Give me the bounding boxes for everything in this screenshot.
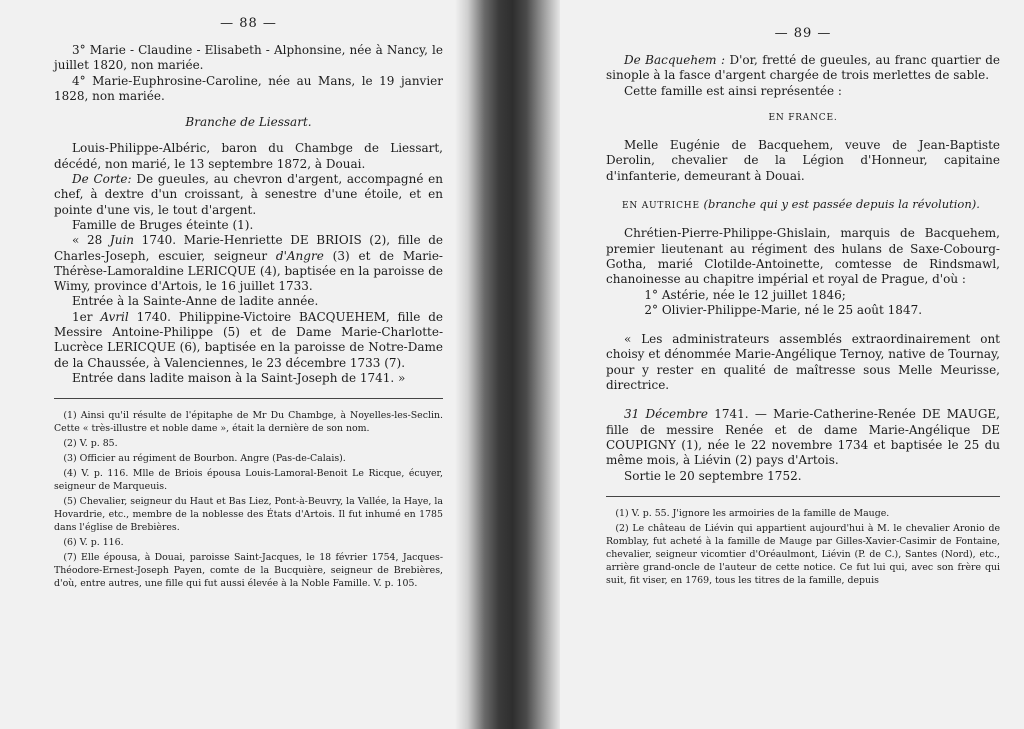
paragraph: Sortie le 20 septembre 1752. xyxy=(624,468,802,483)
footnotes xyxy=(54,409,443,590)
footnote-rule xyxy=(54,398,443,399)
list-item: 2° Olivier-Philippe-Marie, né le 25 août 1847. xyxy=(644,302,923,317)
paragraph xyxy=(54,310,443,371)
paragraph xyxy=(606,407,1000,468)
paragraph: 4° Marie-Euphrosine-Caroline, née au Mans, le 19 janvier 1828, non mariée. xyxy=(54,73,443,103)
paragraph: Entrée à la Sainte-Anne de ladite année. xyxy=(72,294,319,309)
body-text xyxy=(606,53,1000,484)
arms-label: De Bacquehem : xyxy=(624,53,726,67)
page-number: — 89 — xyxy=(774,26,832,41)
footnotes xyxy=(606,507,1000,587)
place: d'Angre xyxy=(275,248,324,263)
entry-text: (3) et de Marie-Thérèse-Lamoraldine LERICQUE (4), baptisée en la paroisse de Wimy, province d'Artois, le 16 juillet 1733. xyxy=(54,248,443,294)
section-heading-france: EN FRANCE. xyxy=(768,112,838,123)
arms-label: De Corte: xyxy=(72,172,132,187)
footnote-rule xyxy=(606,496,1000,497)
month: Juin xyxy=(109,233,135,248)
paragraph: Famille de Bruges éteinte (1). xyxy=(72,217,254,232)
footnote: (2) Le château de Liévin qui appartient aujourd'hui à M. le chevalier Aronio de Romblay, fut acheté à la famille de Mauge par Gilles-Xavier-Casimir de Fontaine, chevalier, seigneur vicomtier d'Oréaulmont, Liévin (P. de C.), Santes (Nord), etc., arrière grand-oncle de l'auteur de cette notice. Ce fut lui qui, avec son frère qui suit, fit viser, en 1769, tous les titres de la famille, depuis xyxy=(606,522,1000,586)
entry-text: 1740. Philippine-Victoire BACQUEHEM, fille de Messire Antoine-Philippe (5) et de Dame Marie-Charlotte-Lucrèce LERICQUE (6), baptisée en la paroisse de Notre-Dame de la Chaussée, à Valenciennes, le 23 décembre 1733 (7). xyxy=(54,309,443,370)
paragraph: Chrétien-Pierre-Philippe-Ghislain, marquis de Bacquehem, premier lieutenant au régiment des hulans de Saxe-Cobourg-Gotha, marié Clotilde-Antoinette, comtesse de Rindsmawl, chanoinesse au chapitre impérial et royal de Prague, d'où : xyxy=(606,226,1000,287)
paragraph: Cette famille est ainsi représentée : xyxy=(624,83,842,98)
paragraph: Entrée dans ladite maison à la Saint-Joseph de 1741. » xyxy=(72,370,406,385)
footnote: (1) V. p. 55. J'ignore les armoiries de la famille de Mauge. xyxy=(615,507,890,519)
footnote: (1) Ainsi qu'il résulte de l'épitaphe de Mr Du Chambge, à Noyelles-les-Seclin. Cette « très-illustre et noble dame », était la dernière de son nom. xyxy=(54,410,443,435)
arms-text: De gueules, au chevron d'argent, accompagné en chef, à dextre d'un croissant, à senestre d'une étoile, et en pointe d'une vis, le tout d'argent. xyxy=(54,172,444,217)
section-heading: Branche de Liessart. xyxy=(185,115,312,130)
footnote: (6) V. p. 116. xyxy=(63,537,124,549)
footnote: (4) V. p. 116. Mlle de Briois épousa Louis-Lamoral-Benoit Le Ricque, écuyer, seigneur de Marqueuis. xyxy=(54,468,443,493)
paragraph: Louis-Philippe-Albéric, baron du Chambge de Liessart, décédé, non marié, le 13 septembre 1872, à Douai. xyxy=(54,141,443,171)
day: 1er xyxy=(72,309,101,324)
paragraph xyxy=(54,233,443,294)
heading-label: EN AUTRICHE xyxy=(622,201,700,212)
paragraph: 3° Marie - Claudine - Elisabeth - Alphonsine, née à Nancy, le juillet 1820, non mariée. xyxy=(54,43,443,73)
footnote: (5) Chevalier, seigneur du Haut et Bas Liez, Pont-à-Beuvry, la Vallée, la Haye, la Hovardrie, etc., membre de la noblesse des États d'Artois. Il fut inhumé en 1785 dans l'église de Brebières. xyxy=(54,496,443,534)
right-page xyxy=(560,0,1024,729)
page-number: — 88 — xyxy=(220,16,277,31)
quote-open: « 28 xyxy=(72,233,110,248)
footnote: (3) Officier au régiment de Bourbon. Angre (Pas-de-Calais). xyxy=(63,453,346,465)
arms-text: D'or, fretté de gueules, au franc quartier de sinople à la fasce d'argent chargée de trois merlettes de sable. xyxy=(606,53,1000,83)
entry-text: 1741. — Marie-Catherine-Renée DE MAUGE, fille de messire Renée et de dame Marie-Angélique DE COUPIGNY (1), née le 22 novembre 1734 et baptisée le 25 du même mois, à Liévin (2) pays d'Artois. xyxy=(606,407,1000,468)
section-heading-austria xyxy=(622,197,1000,214)
paragraph: Melle Eugénie de Bacquehem, veuve de Jean-Baptiste Derolin, chevalier de la Légion d'Honneur, capitaine d'infanterie, demeurant à Douai. xyxy=(606,138,1000,183)
left-page xyxy=(0,0,455,729)
footnote: (7) Elle épousa, à Douai, paroisse Saint-Jacques, le 18 février 1754, Jacques-Théodore-Ernest-Joseph Payen, comte de la Bucquière, seigneur de Brebières, d'où, entre autres, une fille qui fut aussi élevée à la Noble Famille. V. p. 105. xyxy=(54,552,443,590)
date: 31 Décembre xyxy=(624,407,708,422)
book-gutter xyxy=(455,0,560,729)
list-item: 1° Astérie, née le 12 juillet 1846; xyxy=(644,287,846,302)
paragraph: « Les administrateurs assemblés extraordinairement ont choisy et dénommée Marie-Angélique Ternoy, native de Tournay, pour y rester en qualité de maîtresse sous Melle Meurisse, directrice. xyxy=(606,332,1000,393)
month: Avril xyxy=(100,309,129,324)
paragraph xyxy=(606,53,1000,84)
paragraph xyxy=(54,172,443,218)
heading-note: (branche qui y est passée depuis la révolution). xyxy=(699,197,980,212)
body-text xyxy=(54,43,443,386)
entry-text: 1740. Marie-Henriette DE BRIOIS (2), fille de Charles-Joseph, escuier, seigneur xyxy=(54,233,443,263)
footnote: (2) V. p. 85. xyxy=(63,438,118,450)
